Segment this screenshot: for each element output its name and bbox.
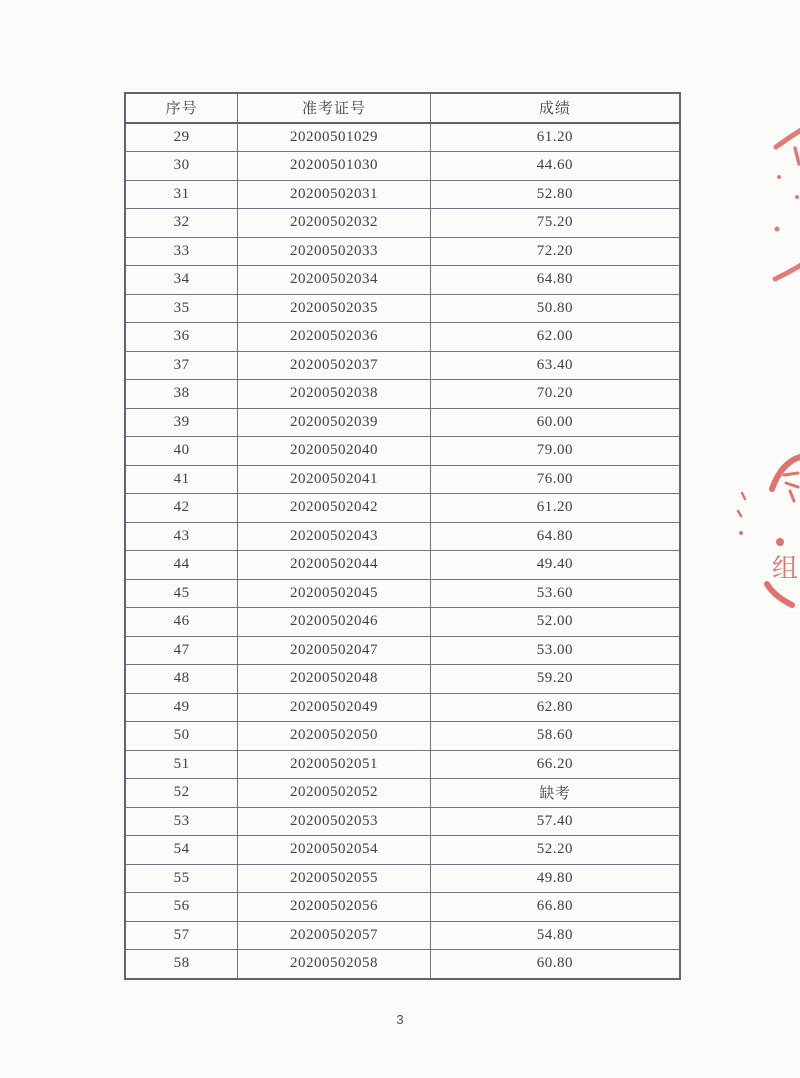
score-cell: 66.80: [430, 893, 680, 922]
score-cell: 59.20: [430, 665, 680, 694]
ticket-number-cell: 20200502048: [238, 665, 431, 694]
table-row: [125, 950, 680, 979]
serial-number-cell: 48: [125, 665, 238, 694]
table-row: [125, 921, 680, 950]
score-cell: 49.80: [430, 864, 680, 893]
score-cell: 60.00: [430, 408, 680, 437]
table-row: [125, 864, 680, 893]
ticket-number-cell: 20200502034: [238, 266, 431, 295]
serial-number-cell: 43: [125, 522, 238, 551]
score-cell: 64.80: [430, 266, 680, 295]
serial-number-cell: 35: [125, 294, 238, 323]
score-cell: 62.80: [430, 693, 680, 722]
score-cell: 79.00: [430, 437, 680, 466]
ticket-number-cell: 20200502032: [238, 209, 431, 238]
ticket-number-cell: 20200502056: [238, 893, 431, 922]
serial-number-cell: 38: [125, 380, 238, 409]
red-seal-top-graphic: [735, 120, 800, 290]
score-table: [124, 92, 681, 980]
red-seal-fragment-top: [735, 120, 800, 290]
table-row: [125, 807, 680, 836]
score-cell: 54.80: [430, 921, 680, 950]
table-row: [125, 693, 680, 722]
score-cell: 62.00: [430, 323, 680, 352]
score-cell: 53.00: [430, 636, 680, 665]
ticket-number-cell: 20200502038: [238, 380, 431, 409]
table-row: [125, 836, 680, 865]
ticket-number-cell: 20200502031: [238, 180, 431, 209]
score-cell: 57.40: [430, 807, 680, 836]
serial-number-cell: 55: [125, 864, 238, 893]
ticket-number-cell: 20200502040: [238, 437, 431, 466]
table-row: [125, 636, 680, 665]
ticket-number-cell: 20200502042: [238, 494, 431, 523]
table-row: [125, 722, 680, 751]
serial-number-cell: 40: [125, 437, 238, 466]
column-header-ticket: 准考证号: [238, 93, 431, 123]
serial-number-cell: 32: [125, 209, 238, 238]
table-row: [125, 209, 680, 238]
serial-number-cell: 44: [125, 551, 238, 580]
serial-number-cell: 39: [125, 408, 238, 437]
table-row: [125, 494, 680, 523]
header-row: [125, 93, 680, 123]
score-cell: 缺考: [430, 779, 680, 808]
score-cell: 52.80: [430, 180, 680, 209]
table-row: [125, 380, 680, 409]
table-row: [125, 750, 680, 779]
seal-character: 组: [772, 554, 799, 583]
score-cell: 52.20: [430, 836, 680, 865]
serial-number-cell: 47: [125, 636, 238, 665]
ticket-number-cell: 20200502057: [238, 921, 431, 950]
ticket-number-cell: 20200502050: [238, 722, 431, 751]
table-row: [125, 779, 680, 808]
table-row: [125, 465, 680, 494]
score-cell: 63.40: [430, 351, 680, 380]
table-row: [125, 551, 680, 580]
serial-number-cell: 52: [125, 779, 238, 808]
serial-number-cell: 29: [125, 123, 238, 152]
score-table-body: [125, 123, 680, 979]
score-table-header: [125, 93, 680, 123]
ticket-number-cell: 20200502039: [238, 408, 431, 437]
score-cell: 49.40: [430, 551, 680, 580]
column-header-score: 成绩: [430, 93, 680, 123]
table-row: [125, 579, 680, 608]
ticket-number-cell: 20200502033: [238, 237, 431, 266]
table-row: [125, 237, 680, 266]
ticket-number-cell: 20200502058: [238, 950, 431, 979]
serial-number-cell: 36: [125, 323, 238, 352]
score-cell: 61.20: [430, 123, 680, 152]
score-table-container: [124, 92, 681, 980]
ticket-number-cell: 20200501030: [238, 152, 431, 181]
serial-number-cell: 46: [125, 608, 238, 637]
ticket-number-cell: 20200502049: [238, 693, 431, 722]
score-cell: 66.20: [430, 750, 680, 779]
ticket-number-cell: 20200502052: [238, 779, 431, 808]
serial-number-cell: 56: [125, 893, 238, 922]
serial-number-cell: 30: [125, 152, 238, 181]
table-row: [125, 152, 680, 181]
serial-number-cell: 54: [125, 836, 238, 865]
score-cell: 76.00: [430, 465, 680, 494]
ticket-number-cell: 20200502053: [238, 807, 431, 836]
serial-number-cell: 53: [125, 807, 238, 836]
ticket-number-cell: 20200502035: [238, 294, 431, 323]
table-row: [125, 266, 680, 295]
ticket-number-cell: 20200502046: [238, 608, 431, 637]
score-cell: 52.00: [430, 608, 680, 637]
serial-number-cell: 31: [125, 180, 238, 209]
serial-number-cell: 58: [125, 950, 238, 979]
ticket-number-cell: 20200502054: [238, 836, 431, 865]
table-row: [125, 294, 680, 323]
ticket-number-cell: 20200501029: [238, 123, 431, 152]
score-cell: 53.60: [430, 579, 680, 608]
score-cell: 64.80: [430, 522, 680, 551]
table-row: [125, 323, 680, 352]
score-cell: 61.20: [430, 494, 680, 523]
red-seal-fragment-middle: [728, 443, 800, 618]
serial-number-cell: 45: [125, 579, 238, 608]
serial-number-cell: 42: [125, 494, 238, 523]
ticket-number-cell: 20200502037: [238, 351, 431, 380]
serial-number-cell: 49: [125, 693, 238, 722]
table-row: [125, 665, 680, 694]
ticket-number-cell: 20200502044: [238, 551, 431, 580]
ticket-number-cell: 20200502055: [238, 864, 431, 893]
ticket-number-cell: 20200502041: [238, 465, 431, 494]
score-cell: 75.20: [430, 209, 680, 238]
page-number: 3: [396, 1012, 404, 1027]
table-row: [125, 437, 680, 466]
table-row: [125, 608, 680, 637]
score-cell: 72.20: [430, 237, 680, 266]
ticket-number-cell: 20200502045: [238, 579, 431, 608]
score-cell: 70.20: [430, 380, 680, 409]
table-row: [125, 123, 680, 152]
serial-number-cell: 37: [125, 351, 238, 380]
score-cell: 60.80: [430, 950, 680, 979]
ticket-number-cell: 20200502047: [238, 636, 431, 665]
column-header-serial: 序号: [125, 93, 238, 123]
serial-number-cell: 33: [125, 237, 238, 266]
table-row: [125, 180, 680, 209]
score-cell: 58.60: [430, 722, 680, 751]
serial-number-cell: 41: [125, 465, 238, 494]
ticket-number-cell: 20200502043: [238, 522, 431, 551]
table-row: [125, 408, 680, 437]
table-row: [125, 351, 680, 380]
score-cell: 44.60: [430, 152, 680, 181]
serial-number-cell: 57: [125, 921, 238, 950]
ticket-number-cell: 20200502051: [238, 750, 431, 779]
red-seal-middle-graphic: [728, 443, 800, 618]
score-cell: 50.80: [430, 294, 680, 323]
ticket-number-cell: 20200502036: [238, 323, 431, 352]
table-row: [125, 893, 680, 922]
table-row: [125, 522, 680, 551]
serial-number-cell: 51: [125, 750, 238, 779]
serial-number-cell: 34: [125, 266, 238, 295]
serial-number-cell: 50: [125, 722, 238, 751]
